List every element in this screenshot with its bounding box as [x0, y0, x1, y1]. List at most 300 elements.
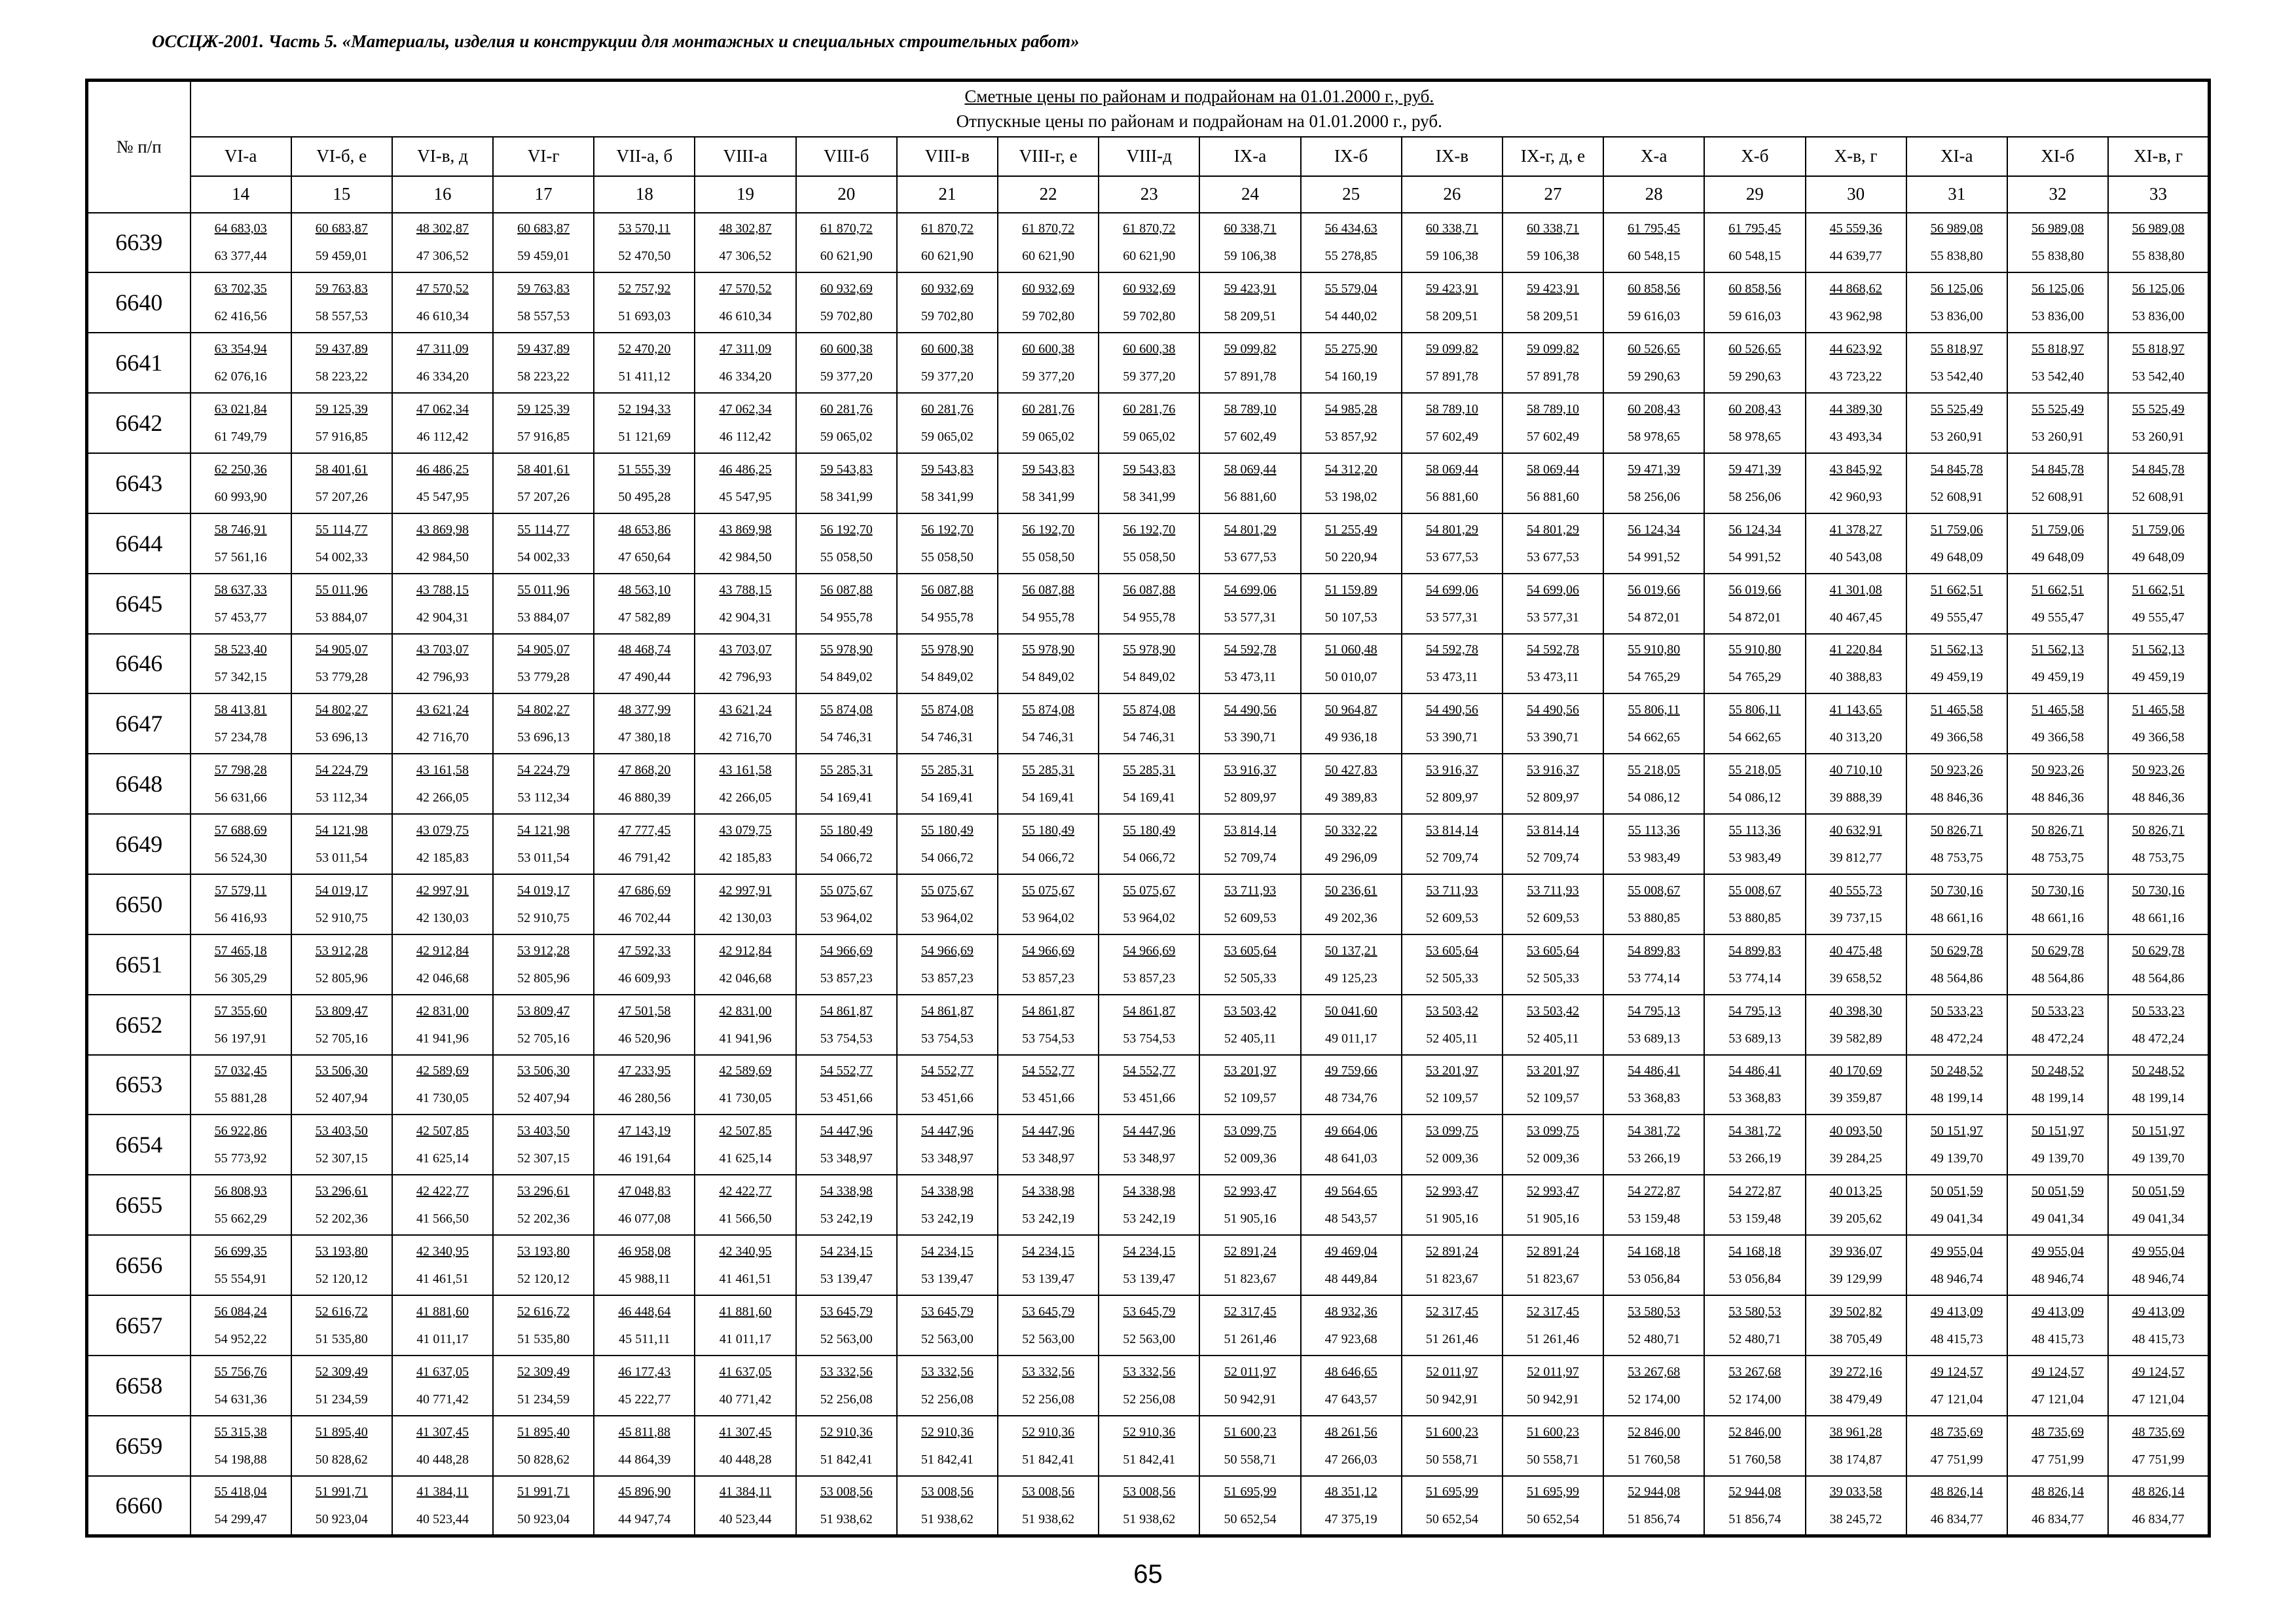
price-cell: [191, 393, 291, 453]
estimate-price: 48 302,87: [719, 221, 772, 236]
estimate-price: 53 506,30: [315, 1063, 368, 1079]
price-cell: [897, 393, 998, 453]
release-price: 49 202,36: [1324, 910, 1377, 925]
price-cell: [1301, 1476, 1402, 1536]
estimate-price: 51 895,40: [517, 1424, 570, 1439]
estimate-price: 51 759,06: [1930, 522, 1983, 537]
estimate-price: 60 600,38: [920, 342, 974, 357]
estimate-price: 56 699,35: [214, 1244, 267, 1259]
price-cell: [1906, 1115, 2007, 1175]
release-price: 51 823,67: [1224, 1272, 1277, 1287]
price-cell: [1503, 574, 1603, 634]
price-cell: [796, 1175, 897, 1235]
estimate-price: 39 936,07: [1829, 1244, 1882, 1259]
estimate-price: 41 378,27: [1829, 522, 1882, 537]
estimate-price: 50 427,83: [1324, 763, 1377, 778]
price-cell: [594, 693, 695, 754]
price-cell: [1099, 1295, 1199, 1356]
column-header: IX-в: [1402, 137, 1503, 176]
price-cell: [1402, 393, 1503, 453]
price-cell: [1806, 1476, 1906, 1536]
estimate-price: 53 099,75: [1527, 1124, 1580, 1139]
price-cell: [191, 693, 291, 754]
estimate-price: 50 151,97: [2132, 1124, 2185, 1139]
price-cell: [2108, 754, 2209, 814]
price-cell: [1402, 693, 1503, 754]
release-price: 54 872,01: [1728, 610, 1781, 625]
estimate-price: 40 013,25: [1829, 1184, 1882, 1199]
release-price: 48 753,75: [2031, 851, 2084, 866]
price-cell: [1402, 1115, 1503, 1175]
release-price: 59 459,01: [315, 249, 368, 264]
prices-title-header: [191, 81, 2210, 137]
release-price: 59 702,80: [920, 309, 974, 324]
release-price: 53 112,34: [316, 790, 368, 805]
estimate-price: 54 795,13: [1628, 1003, 1681, 1018]
release-price: 52 563,00: [820, 1331, 873, 1346]
release-price: 46 077,08: [618, 1211, 671, 1227]
estimate-price: 54 019,17: [315, 883, 368, 898]
estimate-price: 44 868,62: [1829, 282, 1882, 297]
release-price: 52 120,12: [517, 1272, 570, 1287]
price-cell: [1402, 814, 1503, 874]
estimate-price: 53 916,37: [1425, 763, 1478, 778]
estimate-price: 54 845,78: [2132, 462, 2185, 477]
release-price: 40 448,28: [416, 1452, 469, 1467]
price-cell: [1503, 393, 1603, 453]
release-price: 55 838,80: [2031, 249, 2084, 264]
release-price: 57 891,78: [1425, 369, 1478, 384]
price-cell: [796, 634, 897, 694]
release-price: 45 222,77: [618, 1392, 671, 1407]
estimate-price: 51 562,13: [2132, 642, 2185, 657]
column-number: 33: [2108, 176, 2209, 213]
release-price: 48 846,36: [2132, 790, 2185, 805]
release-price: 51 760,58: [1628, 1452, 1681, 1467]
estimate-price: 55 285,31: [1123, 763, 1176, 778]
release-price: 52 109,57: [1527, 1091, 1580, 1106]
release-price: 41 941,96: [719, 1031, 772, 1046]
price-cell: [1099, 453, 1199, 513]
price-cell: [1603, 393, 1704, 453]
estimate-price: 48 735,69: [2132, 1424, 2185, 1439]
price-cell: [493, 1295, 594, 1356]
price-cell: [2007, 1295, 2108, 1356]
release-price: 55 278,85: [1324, 249, 1377, 264]
price-cell: [1806, 814, 1906, 874]
price-cell: [1603, 874, 1704, 934]
price-cell: [2108, 1356, 2209, 1416]
release-price: 50 942,91: [1527, 1392, 1580, 1407]
price-cell: [2108, 1235, 2209, 1295]
estimate-price: 60 600,38: [820, 342, 873, 357]
release-price: 41 461,51: [719, 1272, 772, 1287]
estimate-price: 56 192,70: [920, 522, 974, 537]
estimate-price: 52 194,33: [618, 402, 671, 416]
price-cell: [1503, 1175, 1603, 1235]
release-price: 52 405,11: [1527, 1031, 1579, 1046]
release-price: 43 493,34: [1829, 430, 1882, 444]
estimate-price: 43 161,58: [416, 763, 469, 778]
release-price: 54 440,02: [1324, 309, 1377, 324]
price-cell: [1603, 754, 1704, 814]
price-cell: [1704, 574, 1805, 634]
estimate-price: 50 629,78: [2031, 943, 2084, 958]
release-price: 57 453,77: [214, 610, 267, 625]
release-price: 58 341,99: [920, 489, 974, 504]
price-cell: [191, 272, 291, 333]
estimate-price: 54 490,56: [1425, 703, 1478, 718]
release-price: 54 765,29: [1628, 670, 1681, 685]
release-price: 53 880,85: [1728, 910, 1781, 925]
estimate-price: 54 861,87: [920, 1003, 974, 1018]
release-price: 47 751,99: [2031, 1452, 2084, 1467]
row-id: 6659: [87, 1416, 191, 1476]
price-cell: [2108, 393, 2209, 453]
estimate-price: 58 746,91: [214, 522, 267, 537]
release-price: 51 234,59: [517, 1392, 570, 1407]
price-cell: [1806, 995, 1906, 1055]
release-price: 52 505,33: [1425, 970, 1478, 986]
price-cell: [1301, 934, 1402, 995]
price-cell: [695, 213, 795, 273]
estimate-price: 53 916,37: [1224, 763, 1277, 778]
price-cell: [594, 333, 695, 393]
release-price: 53 348,97: [920, 1151, 974, 1166]
release-price: 52 174,00: [1628, 1392, 1681, 1407]
price-cell: [1402, 1416, 1503, 1476]
release-price: 56 631,66: [214, 790, 267, 805]
estimate-price: 52 993,47: [1425, 1184, 1478, 1199]
estimate-price: 61 795,45: [1628, 221, 1681, 236]
price-cell: [2108, 1416, 2209, 1476]
estimate-price: 54 802,27: [517, 703, 570, 718]
price-cell: [695, 453, 795, 513]
estimate-price: 59 423,91: [1425, 282, 1478, 297]
price-cell: [594, 1175, 695, 1235]
column-number: 19: [695, 176, 795, 213]
release-price: 59 065,02: [820, 430, 873, 444]
price-cell: [796, 693, 897, 754]
price-cell: [1906, 1295, 2007, 1356]
release-price: 52 705,16: [517, 1031, 570, 1046]
estimate-price: 56 434,63: [1324, 221, 1377, 236]
estimate-price: 40 555,73: [1829, 883, 1882, 898]
estimate-price: 49 413,09: [2031, 1304, 2084, 1319]
estimate-price: 41 881,60: [719, 1304, 772, 1319]
price-cell: [1301, 693, 1402, 754]
release-price: 48 661,16: [1930, 910, 1983, 925]
row-id: 6658: [87, 1356, 191, 1416]
release-price: 52 505,33: [1224, 970, 1277, 986]
release-price: 53 242,19: [1022, 1211, 1075, 1227]
table-row: [87, 995, 2210, 1055]
estimate-price: 41 637,05: [719, 1364, 772, 1379]
estimate-price: 55 756,76: [214, 1364, 267, 1379]
price-cell: [897, 1476, 998, 1536]
release-price: 51 261,46: [1224, 1331, 1277, 1346]
price-cell: [695, 1295, 795, 1356]
estimate-price: 55 910,80: [1728, 642, 1781, 657]
estimate-price: 55 874,08: [1123, 703, 1176, 718]
release-price: 52 609,53: [1527, 910, 1580, 925]
release-price: 57 916,85: [315, 430, 368, 444]
release-price: 52 563,00: [1123, 1331, 1176, 1346]
release-price: 53 577,31: [1425, 610, 1478, 625]
price-cell: [2108, 1175, 2209, 1235]
release-price: 58 557,53: [315, 309, 368, 324]
price-cell: [392, 1356, 493, 1416]
release-price: 53 368,83: [1628, 1091, 1681, 1106]
estimate-price: 42 912,84: [719, 943, 772, 958]
price-cell: [1603, 693, 1704, 754]
estimate-price: 46 177,43: [618, 1364, 671, 1379]
estimate-price: 53 580,53: [1628, 1304, 1681, 1319]
release-price: 51 905,16: [1425, 1211, 1478, 1227]
estimate-price: 52 317,45: [1425, 1304, 1478, 1319]
release-price: 47 751,99: [2132, 1452, 2185, 1467]
release-price: 46 834,77: [1930, 1511, 1983, 1526]
estimate-price: 49 955,04: [2132, 1244, 2185, 1259]
price-cell: [1503, 1235, 1603, 1295]
price-cell: [1402, 1476, 1503, 1536]
release-price: 52 910,75: [315, 910, 368, 925]
estimate-price: 55 818,97: [2031, 342, 2084, 357]
row-id: 6655: [87, 1175, 191, 1235]
price-cell: [594, 754, 695, 814]
estimate-price: 51 465,58: [2031, 703, 2084, 718]
estimate-price: 54 801,29: [1224, 522, 1277, 537]
release-price: 54 955,78: [920, 610, 974, 625]
release-price: 47 121,04: [2132, 1392, 2185, 1407]
price-cell: [1199, 1416, 1300, 1476]
release-price: 38 705,49: [1829, 1331, 1882, 1346]
release-price: 53 473,11: [1527, 670, 1579, 685]
column-header: X-в, г: [1806, 137, 1906, 176]
price-cell: [1906, 874, 2007, 934]
estimate-price: 50 533,23: [1930, 1003, 1983, 1018]
estimate-price: 42 997,91: [719, 883, 772, 898]
price-cell: [1806, 1416, 1906, 1476]
price-cell: [191, 1175, 291, 1235]
price-cell: [1301, 814, 1402, 874]
release-price: 57 207,26: [517, 489, 570, 504]
price-cell: [1806, 1055, 1906, 1115]
estimate-price: 54 552,77: [920, 1063, 974, 1079]
release-price: 49 041,34: [1930, 1211, 1983, 1227]
release-price: 53 011,54: [316, 851, 368, 866]
price-cell: [1806, 1295, 1906, 1356]
estimate-price: 59 543,83: [820, 462, 873, 477]
estimate-price: 51 662,51: [1930, 582, 1983, 597]
price-cell: [594, 393, 695, 453]
estimate-price: 42 507,85: [416, 1124, 469, 1139]
price-cell: [493, 574, 594, 634]
release-price: 53 677,53: [1527, 549, 1580, 564]
release-price: 54 299,47: [214, 1511, 267, 1526]
price-cell: [1099, 272, 1199, 333]
estimate-price: 50 332,22: [1324, 823, 1377, 838]
estimate-price: 54 966,69: [1123, 943, 1176, 958]
estimate-price: 58 413,81: [214, 703, 267, 718]
estimate-price: 54 234,15: [1022, 1244, 1075, 1259]
release-price: 42 904,31: [416, 610, 469, 625]
estimate-price: 48 826,14: [2031, 1484, 2084, 1499]
release-price: 53 577,31: [1527, 610, 1580, 625]
price-cell: [291, 1235, 392, 1295]
column-header: XI-а: [1906, 137, 2007, 176]
release-price: 48 564,86: [2031, 970, 2084, 986]
release-price: 54 955,78: [820, 610, 873, 625]
estimate-price: 52 317,45: [1527, 1304, 1580, 1319]
price-cell: [1199, 1175, 1300, 1235]
release-price: 54 746,31: [1022, 730, 1075, 745]
release-price: 61 749,79: [214, 430, 267, 444]
price-cell: [695, 574, 795, 634]
price-cell: [191, 1416, 291, 1476]
estimate-price: 61 870,72: [820, 221, 873, 236]
estimate-price: 51 600,23: [1224, 1424, 1277, 1439]
price-cell: [695, 754, 795, 814]
estimate-price: 41 881,60: [416, 1304, 469, 1319]
estimate-price: 50 051,59: [1930, 1184, 1983, 1199]
release-price: 49 041,34: [2031, 1211, 2084, 1227]
release-price: 53 260,91: [2132, 430, 2185, 444]
price-cell: [1906, 1175, 2007, 1235]
estimate-price: 59 471,39: [1728, 462, 1781, 477]
estimate-price: 50 051,59: [2031, 1184, 2084, 1199]
price-cell: [392, 213, 493, 273]
price-cell: [493, 1055, 594, 1115]
price-cell: [291, 574, 392, 634]
estimate-price: 59 099,82: [1527, 342, 1580, 357]
estimate-price: 59 437,89: [517, 342, 570, 357]
release-price: 54 849,02: [1022, 670, 1075, 685]
estimate-price: 51 465,58: [1930, 703, 1983, 718]
estimate-price: 47 777,45: [618, 823, 671, 838]
release-price: 58 223,22: [315, 369, 368, 384]
table-row: [87, 393, 2210, 453]
estimate-price: 54 381,72: [1628, 1124, 1681, 1139]
price-cell: [392, 272, 493, 333]
release-price: 42 716,70: [719, 730, 772, 745]
estimate-price: 50 964,87: [1324, 703, 1377, 718]
price-cell: [1199, 1055, 1300, 1115]
release-price: 49 648,09: [1930, 549, 1983, 564]
release-price: 53 266,19: [1628, 1151, 1681, 1166]
estimate-price: 58 401,61: [517, 462, 570, 477]
release-price: 39 812,77: [1829, 851, 1882, 866]
price-cell: [493, 272, 594, 333]
price-cell: [695, 634, 795, 694]
estimate-price: 53 814,14: [1527, 823, 1580, 838]
row-id: 6649: [87, 814, 191, 874]
estimate-price: 51 662,51: [2132, 582, 2185, 597]
estimate-price: 40 475,48: [1829, 943, 1882, 958]
price-cell: [2108, 1295, 2209, 1356]
release-price: 52 608,91: [2031, 489, 2084, 504]
price-cell: [897, 1055, 998, 1115]
estimate-price: 54 121,98: [517, 823, 570, 838]
table-row: [87, 754, 2210, 814]
estimate-price: 41 301,08: [1829, 582, 1882, 597]
release-price: 48 641,03: [1324, 1151, 1377, 1166]
release-price: 54 169,41: [820, 790, 873, 805]
release-price: 53 260,91: [2031, 430, 2084, 444]
release-price: 58 341,99: [820, 489, 873, 504]
price-cell: [1301, 1055, 1402, 1115]
estimate-price: 56 087,88: [1123, 582, 1176, 597]
release-price: 57 602,49: [1425, 430, 1478, 444]
release-price: 55 838,80: [1930, 249, 1983, 264]
column-numbers-row: [87, 176, 2210, 213]
estimate-price: 52 616,72: [517, 1304, 570, 1319]
release-price: 41 730,05: [416, 1091, 469, 1106]
release-price: 53 836,00: [2031, 309, 2084, 324]
release-price: 49 555,47: [2031, 610, 2084, 625]
estimate-price: 59 437,89: [315, 342, 368, 357]
estimate-price: 54 121,98: [315, 823, 368, 838]
estimate-price: 53 296,61: [315, 1184, 368, 1199]
price-cell: [695, 995, 795, 1055]
price-cell: [1806, 333, 1906, 393]
price-table: [85, 79, 2211, 1538]
release-price: 53 266,19: [1728, 1151, 1781, 1166]
release-price: 48 472,24: [2031, 1031, 2084, 1046]
release-price: 49 555,47: [1930, 610, 1983, 625]
price-cell: [796, 333, 897, 393]
price-cell: [998, 333, 1099, 393]
price-cell: [1806, 393, 1906, 453]
estimate-price: 55 114,77: [316, 522, 368, 537]
release-price: 53 754,53: [1123, 1031, 1176, 1046]
price-cell: [1906, 693, 2007, 754]
price-cell: [998, 995, 1099, 1055]
estimate-price: 53 912,28: [315, 943, 368, 958]
release-price: 51 938,62: [920, 1511, 974, 1526]
price-cell: [695, 1356, 795, 1416]
release-price: 48 753,75: [2132, 851, 2185, 866]
estimate-price: 40 093,50: [1829, 1124, 1882, 1139]
estimate-price: 54 447,96: [820, 1124, 873, 1139]
estimate-price: 51 562,13: [2031, 642, 2084, 657]
release-price: 54 849,02: [820, 670, 873, 685]
price-cell: [1099, 513, 1199, 574]
row-id: 6647: [87, 693, 191, 754]
price-cell: [1099, 1115, 1199, 1175]
price-cell: [897, 272, 998, 333]
estimate-price: 54 312,20: [1324, 462, 1377, 477]
price-cell: [1199, 513, 1300, 574]
release-price: 50 107,53: [1324, 610, 1377, 625]
price-cell: [1704, 1416, 1805, 1476]
table-row: [87, 272, 2210, 333]
release-price: 46 791,42: [618, 851, 671, 866]
release-price: 53 139,47: [1123, 1272, 1176, 1287]
estimate-price: 48 653,86: [618, 522, 671, 537]
release-price: 53 368,83: [1728, 1091, 1781, 1106]
release-price: 60 621,90: [920, 249, 974, 264]
release-price: 53 754,53: [820, 1031, 873, 1046]
release-price: 52 407,94: [315, 1091, 368, 1106]
price-cell: [796, 1416, 897, 1476]
price-cell: [1704, 1235, 1805, 1295]
release-price: 54 955,78: [1123, 610, 1176, 625]
release-price: 53 056,84: [1628, 1272, 1681, 1287]
estimate-price: 57 032,45: [214, 1063, 267, 1079]
estimate-price: 52 891,24: [1224, 1244, 1277, 1259]
estimate-price: 58 523,40: [214, 642, 267, 657]
